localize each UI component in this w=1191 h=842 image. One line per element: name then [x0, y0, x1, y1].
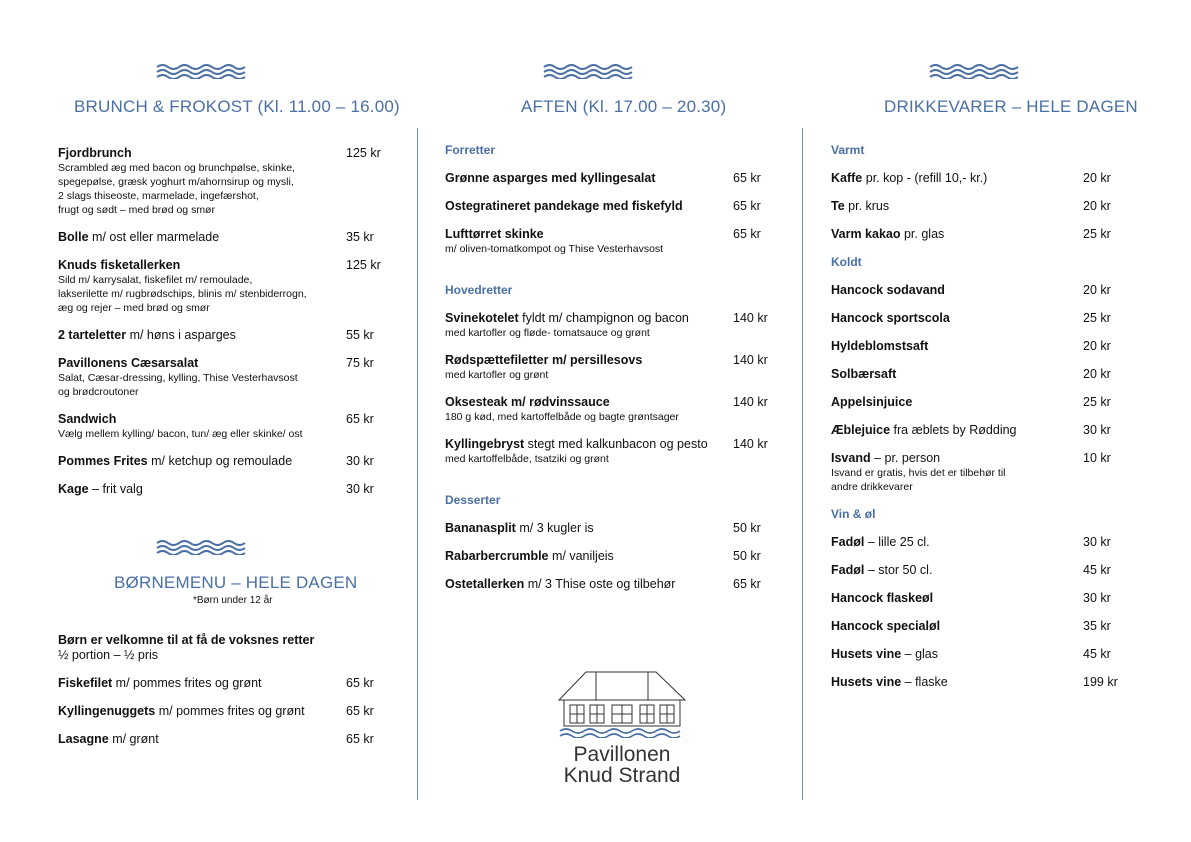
- menu-item-name: [445, 171, 656, 186]
- menu-item-name: [831, 367, 896, 382]
- menu-item-bold: Fadøl: [831, 563, 865, 577]
- menu-item: [58, 454, 292, 469]
- menu-item-description: Vælg mellem kylling/ bacon, tun/ æg eller skinke/ ost: [58, 428, 303, 440]
- menu-item-bold: Te: [831, 199, 845, 213]
- menu-item-price: 45 kr: [1083, 647, 1111, 661]
- menu-item-bold: Bananasplit: [445, 521, 516, 535]
- menu-item: [831, 367, 896, 382]
- category-heading: Desserter: [445, 493, 501, 507]
- menu-item: [831, 675, 948, 690]
- menu-item-bold: Hyldeblomstsaft: [831, 339, 929, 353]
- pavilion-building-icon: [556, 668, 688, 738]
- menu-item-extra: – flaske: [901, 675, 948, 689]
- menu-item-name: [58, 146, 295, 161]
- menu-item: [445, 227, 663, 256]
- menu-item-extra: pr. glas: [900, 227, 945, 241]
- menu-item: [58, 356, 298, 399]
- menu-item-price: 10 kr: [1083, 451, 1111, 465]
- menu-item: [445, 549, 614, 564]
- menu-item: [58, 482, 143, 497]
- menu-item-name: [58, 412, 303, 427]
- menu-item-price: 20 kr: [1083, 171, 1111, 185]
- menu-item-bold: Kyllingebryst: [445, 437, 525, 451]
- column-divider-right: [802, 128, 803, 800]
- kids-intro-line-2: ½ portion – ½ pris: [58, 648, 159, 662]
- menu-item-bold: Pommes Frites: [58, 454, 148, 468]
- menu-item-bold: Solbærsaft: [831, 367, 897, 381]
- menu-item-name: [831, 423, 1017, 438]
- menu-item-extra: m/ grønt: [108, 732, 159, 746]
- category-heading: Hovedretter: [445, 283, 513, 297]
- menu-item-bold: Rabarbercrumble: [445, 549, 549, 563]
- menu-item: [58, 412, 303, 441]
- menu-item-price: 125 kr: [346, 146, 381, 160]
- menu-item-description: andre drikkevarer: [831, 481, 913, 493]
- menu-item-bold: Hancock flaskeøl: [831, 591, 934, 605]
- menu-item-description: Sild m/ karrysalat, fiskefilet m/ remoulade,: [58, 274, 253, 286]
- menu-item-price: 20 kr: [1083, 367, 1111, 381]
- menu-item: [445, 311, 689, 340]
- menu-item-bold: Rødspættefiletter m/ persillesovs: [445, 353, 643, 367]
- menu-item: [445, 171, 656, 186]
- menu-item: [445, 577, 675, 592]
- menu-item-name: [445, 437, 708, 452]
- menu-item-price: 25 kr: [1083, 227, 1111, 241]
- menu-item-extra: m/ 3 kugler is: [515, 521, 594, 535]
- menu-item: [831, 311, 950, 326]
- menu-item-extra: – lille 25 cl.: [864, 535, 930, 549]
- menu-item-bold: Hancock specialøl: [831, 619, 941, 633]
- menu-item-extra: m/ ketchup og remoulade: [147, 454, 293, 468]
- menu-item-extra: fra æblets by Rødding: [890, 423, 1017, 437]
- menu-item: [831, 283, 945, 298]
- menu-item: [831, 535, 930, 550]
- menu-item-bold: Varm kakao: [831, 227, 901, 241]
- menu-item-bold: Appelsinjuice: [831, 395, 913, 409]
- menu-item-price: 35 kr: [346, 230, 374, 244]
- menu-item-name: [831, 591, 933, 606]
- menu-item-name: [58, 482, 143, 497]
- evening-heading: AFTEN (Kl. 17.00 – 20.30): [521, 97, 727, 116]
- menu-item-extra: stegt med kalkunbacon og pesto: [524, 437, 708, 451]
- menu-item: [445, 521, 594, 536]
- menu-item: [831, 171, 987, 186]
- menu-item-name: [831, 311, 950, 326]
- menu-item-bold: Lufttørret skinke: [445, 227, 544, 241]
- column-divider-left: [417, 128, 418, 800]
- menu-item-price: 65 kr: [733, 171, 761, 185]
- menu-item-name: [831, 535, 930, 550]
- menu-item-bold: Kage: [58, 482, 89, 496]
- menu-item-name: [58, 230, 219, 245]
- menu-item-price: 65 kr: [346, 704, 374, 718]
- menu-item-price: 35 kr: [1083, 619, 1111, 633]
- menu-item-price: 140 kr: [733, 395, 768, 409]
- menu-item: [831, 451, 1006, 494]
- menu-item-name: [58, 704, 305, 719]
- menu-item-description: 2 slags thiseoste, marmelade, ingefærshot,: [58, 190, 259, 202]
- menu-item-description: lakserilette m/ rugbrødschips, blinis m/ stenbiderrogn,: [58, 288, 307, 300]
- menu-item-extra: m/ høns i asparges: [126, 328, 236, 342]
- menu-item-price: 140 kr: [733, 353, 768, 367]
- menu-item-price: 75 kr: [346, 356, 374, 370]
- menu-item-extra: pr. kop - (refill 10,- kr.): [862, 171, 988, 185]
- menu-item-name: [58, 676, 262, 691]
- menu-item-extra: m/ pommes frites og grønt: [112, 676, 262, 690]
- menu-item-bold: Kaffe: [831, 171, 863, 185]
- menu-item-description: og brødcroutoner: [58, 386, 139, 398]
- menu-item-bold: Bolle: [58, 230, 89, 244]
- menu-item-description: spegepølse, græsk yoghurt m/ahornsirup og mysli,: [58, 176, 294, 188]
- menu-item-price: 65 kr: [346, 676, 374, 690]
- pavillonen-logo: [556, 668, 688, 787]
- menu-item-name: [445, 577, 675, 592]
- kids-heading: BØRNEMENU – HELE DAGEN: [114, 573, 358, 592]
- menu-item-description: m/ oliven-tomatkompot og Thise Vesterhavsost: [445, 243, 664, 255]
- menu-item: [831, 395, 912, 410]
- menu-item-price: 30 kr: [1083, 591, 1111, 605]
- menu-item-extra: m/ pommes frites og grønt: [155, 704, 305, 718]
- menu-item-name: [831, 395, 912, 410]
- drinks-heading: DRIKKEVARER – HELE DAGEN: [884, 97, 1138, 116]
- menu-item-price: 30 kr: [1083, 535, 1111, 549]
- wave-ornament-evening: [543, 63, 633, 79]
- menu-item-bold: Pavillonens Cæsarsalat: [58, 356, 199, 370]
- menu-item-extra: m/ vaniljeis: [548, 549, 614, 563]
- menu-item-name: [831, 171, 987, 186]
- menu-item: [58, 704, 305, 719]
- menu-item-price: 65 kr: [733, 199, 761, 213]
- menu-item-bold: Hancock sodavand: [831, 283, 945, 297]
- menu-item-name: [445, 549, 614, 564]
- menu-item-price: 30 kr: [346, 482, 374, 496]
- menu-item-name: [445, 227, 663, 242]
- menu-item-extra: m/ 3 Thise oste og tilbehør: [524, 577, 676, 591]
- menu-item-extra: – frit valg: [88, 482, 143, 496]
- menu-item-extra: fyldt m/ champignon og bacon: [518, 311, 689, 325]
- menu-item: [445, 437, 708, 466]
- wave-ornament-drinks: [929, 63, 1019, 79]
- logo-line-2: Knud Strand: [563, 764, 681, 787]
- logo-line-1: Pavillonen: [573, 743, 671, 766]
- category-heading: Vin & øl: [831, 507, 876, 521]
- menu-item-name: [831, 339, 928, 354]
- menu-item-name: [58, 258, 307, 273]
- menu-item-price: 55 kr: [346, 328, 374, 342]
- menu-item-name: [831, 451, 1006, 466]
- menu-item-price: 199 kr: [1083, 675, 1118, 689]
- menu-item-price: 140 kr: [733, 311, 768, 325]
- menu-item-description: 180 g kød, med kartoffelbåde og bagte grøntsager: [445, 411, 679, 423]
- menu-item-price: 20 kr: [1083, 199, 1111, 213]
- menu-item: [58, 676, 262, 691]
- menu-item-bold: Knuds fisketallerken: [58, 258, 181, 272]
- menu-item-extra: pr. krus: [844, 199, 890, 213]
- menu-item: [831, 423, 1017, 438]
- menu-item-name: [831, 227, 944, 242]
- menu-item: [58, 230, 219, 245]
- menu-item-name: [831, 619, 940, 634]
- menu-item-price: 20 kr: [1083, 283, 1111, 297]
- menu-item-price: 140 kr: [733, 437, 768, 451]
- wave-ornament-kids: [156, 539, 246, 555]
- menu-item-bold: 2 tarteletter: [58, 328, 127, 342]
- menu-item-name: [831, 675, 948, 690]
- menu-item-name: [831, 283, 945, 298]
- menu-item-price: 25 kr: [1083, 395, 1111, 409]
- menu-item-description: med kartoffelbåde, tsatziki og grønt: [445, 453, 609, 465]
- menu-item-price: 45 kr: [1083, 563, 1111, 577]
- menu-item-price: 65 kr: [733, 227, 761, 241]
- menu-item-name: [58, 328, 236, 343]
- menu-item-bold: Fjordbrunch: [58, 146, 132, 160]
- menu-item-price: 65 kr: [346, 412, 374, 426]
- menu-item: [445, 395, 679, 424]
- menu-item-description: æg og rejer – med brød og smør: [58, 302, 210, 314]
- category-heading: Koldt: [831, 255, 862, 269]
- menu-item-name: [831, 647, 938, 662]
- menu-item: [831, 619, 940, 634]
- menu-item-bold: Sandwich: [58, 412, 117, 426]
- menu-item-bold: Husets vine: [831, 675, 902, 689]
- menu-item: [58, 258, 307, 315]
- menu-item-price: 30 kr: [1083, 423, 1111, 437]
- menu-item-name: [58, 356, 298, 371]
- menu-item-bold: Grønne asparges med kyllingesalat: [445, 171, 656, 185]
- menu-item-name: [831, 199, 889, 214]
- menu-item-extra: – stor 50 cl.: [864, 563, 933, 577]
- menu-item-bold: Oksesteak m/ rødvinssauce: [445, 395, 610, 409]
- menu-item: [831, 199, 889, 214]
- menu-item-name: [445, 521, 594, 536]
- category-heading: Varmt: [831, 143, 865, 157]
- menu-item-bold: Fadøl: [831, 535, 865, 549]
- menu-item: [58, 146, 295, 217]
- menu-item-price: 50 kr: [733, 549, 761, 563]
- menu-item-price: 25 kr: [1083, 311, 1111, 325]
- menu-item-bold: Ostetallerken: [445, 577, 525, 591]
- menu-item-description: med kartofler og grønt: [445, 369, 549, 381]
- menu-item: [58, 732, 159, 747]
- menu-item-description: Salat, Cæsar-dressing, kylling, Thise Vesterhavsost: [58, 372, 298, 384]
- menu-item: [58, 328, 236, 343]
- menu-item-name: [58, 454, 292, 469]
- menu-item-name: [58, 732, 159, 747]
- menu-item-bold: Hancock sportscola: [831, 311, 950, 325]
- menu-item-bold: Lasagne: [58, 732, 109, 746]
- menu-item-extra: m/ ost eller marmelade: [88, 230, 220, 244]
- menu-item: [445, 199, 683, 214]
- menu-item: [831, 647, 938, 662]
- menu-item-extra: – pr. person: [870, 451, 941, 465]
- menu-item-price: 20 kr: [1083, 339, 1111, 353]
- menu-item-name: [445, 353, 642, 368]
- menu-item-description: frugt og sødt – med brød og smør: [58, 204, 215, 216]
- menu-item-bold: Svinekotelet: [445, 311, 519, 325]
- kids-intro: [58, 633, 314, 663]
- menu-item-price: 30 kr: [346, 454, 374, 468]
- menu-item-bold: Ostegratineret pandekage med fiskefyld: [445, 199, 683, 213]
- category-heading: Forretter: [445, 143, 496, 157]
- menu-item-bold: Æblejuice: [831, 423, 891, 437]
- menu-item-description: Isvand er gratis, hvis det er tilbehør til: [831, 467, 1006, 479]
- brunch-heading: BRUNCH & FROKOST (Kl. 11.00 – 16.00): [74, 97, 400, 116]
- menu-item-bold: Husets vine: [831, 647, 902, 661]
- menu-item-name: [445, 199, 683, 214]
- menu-item: [445, 353, 642, 382]
- menu-item-name: [445, 395, 679, 410]
- menu-item: [831, 339, 928, 354]
- menu-item: [831, 227, 944, 242]
- kids-intro-line-1: Børn er velkomne til at få de voksnes retter: [58, 633, 315, 647]
- menu-item-description: med kartofler og fløde- tomatsauce og grønt: [445, 327, 650, 339]
- menu-item: [831, 591, 933, 606]
- menu-item-name: [831, 563, 932, 578]
- menu-item-price: 125 kr: [346, 258, 381, 272]
- menu-item-price: 50 kr: [733, 521, 761, 535]
- menu-item-price: 65 kr: [733, 577, 761, 591]
- menu-item-price: 65 kr: [346, 732, 374, 746]
- menu-item-name: [445, 311, 689, 326]
- menu-item-bold: Kyllingenuggets: [58, 704, 156, 718]
- menu-item: [831, 563, 932, 578]
- wave-ornament-brunch: [156, 63, 246, 79]
- menu-item-bold: Fiskefilet: [58, 676, 113, 690]
- menu-item-bold: Isvand: [831, 451, 871, 465]
- kids-age-note: *Børn under 12 år: [193, 595, 273, 606]
- menu-item-description: Scrambled æg med bacon og brunchpølse, skinke,: [58, 162, 295, 174]
- menu-item-extra: – glas: [901, 647, 939, 661]
